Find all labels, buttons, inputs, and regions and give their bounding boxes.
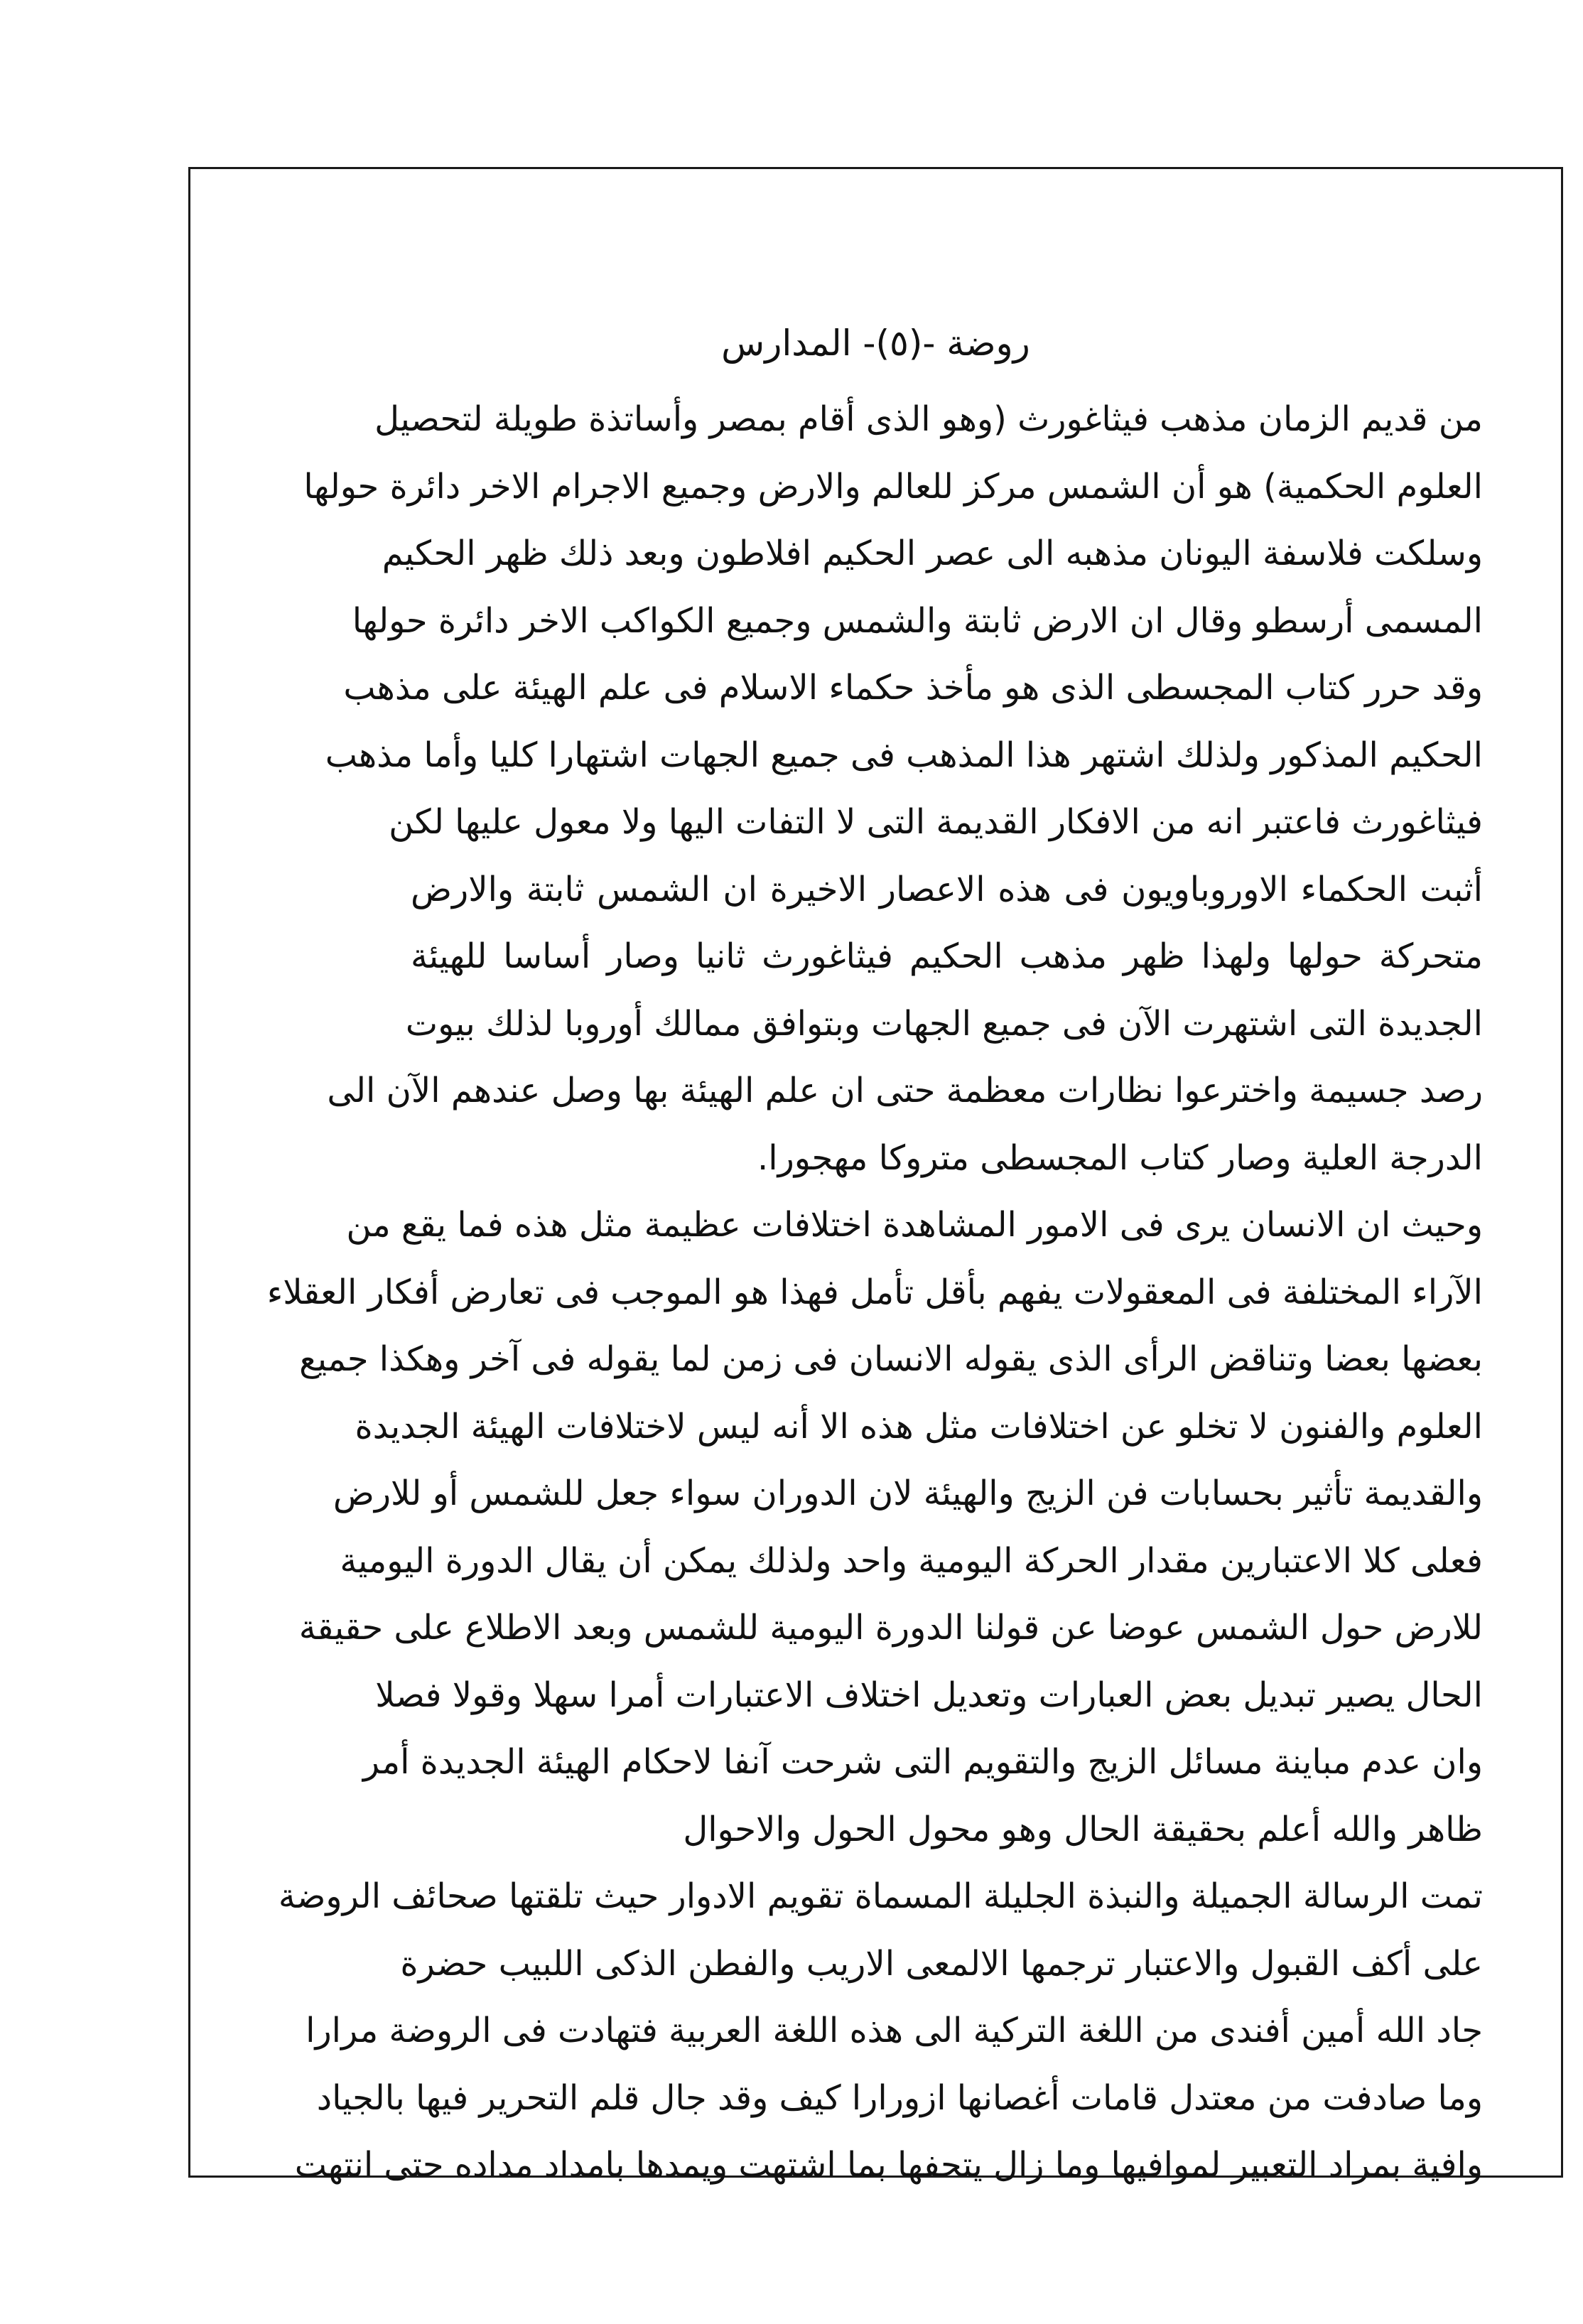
text-line: بعضها بعضا وتناقض الرأى الذى يقوله الانسان فى زمن لما يقوله فى آخر وهكذا جميع bbox=[299, 1339, 1483, 1379]
text-line: رصد جسيمة واخترعوا نظارات معظمة حتى ان علم الهيئة بها وصل عندهم الآن الى bbox=[327, 1071, 1483, 1110]
text-line: فعلى كلا الاعتبارين مقدار الحركة اليومية واحد ولذلك يمكن أن يقال الدورة اليومية bbox=[340, 1540, 1483, 1581]
text-line: الحال يصير تبديل بعض العبارات وتعديل اختلاف الاعتبارات أمرا سهلا وقولا فصلا bbox=[375, 1675, 1483, 1715]
text-line: متحركة حولها ولهذا ظهر مذهب الحكيم فيثاغورث ثانيا وصار أساسا للهيئة bbox=[411, 936, 1483, 976]
text-line: الحكيم المذكور ولذلك اشتهر هذا المذهب فى جميع الجهات اشتهارا كليا وأما مذهب bbox=[325, 735, 1483, 775]
text-line: وافية بمراد التعبير لموافيها وما زال يتحفها بما اشتهت ويمدها بامداد مداده حتى انتهت bbox=[294, 2145, 1483, 2185]
text-line: العلوم الحكمية) هو أن الشمس مركز للعالم والارض وجميع الاجرام الاخر دائرة حولها bbox=[303, 466, 1483, 507]
text-line: وما صادفت من معتدل قامات أغصانها ازورارا كيف وقد جال قلم التحرير فيها بالجياد bbox=[316, 2077, 1483, 2118]
body-text bbox=[266, 386, 1483, 2199]
text-line: ظاهر والله أعلم بحقيقة الحال وهو محول الحول والاحوال bbox=[683, 1809, 1483, 1849]
text-line: العلوم والفنون لا تخلو عن اختلافات مثل هذه الا أنه ليس لاختلافات الهيئة الجديدة bbox=[355, 1406, 1483, 1447]
text-line: جاد الله أمين أفندى من اللغة التركية الى هذه اللغة العربية فتهادت فى الروضة مرارا bbox=[306, 2011, 1483, 2050]
text-line: وسلكت فلاسفة اليونان مذهبه الى عصر الحكيم افلاطون وبعد ذلك ظهر الحكيم bbox=[382, 534, 1483, 573]
text-line: وقد حرر كتاب المجسطى الذى هو مأخذ حكماء الاسلام فى علم الهيئة على مذهب bbox=[343, 668, 1483, 708]
running-head: روضة -(٥)- المدارس bbox=[721, 323, 1030, 364]
text-line: تمت الرسالة الجميلة والنبذة الجليلة المسماة تقويم الادوار حيث تلقتها صحائف الروضة bbox=[278, 1876, 1483, 1916]
page-frame bbox=[188, 167, 1563, 2185]
text-line: المسمى أرسطو وقال ان الارض ثابتة والشمس وجميع الكواكب الاخر دائرة حولها bbox=[352, 600, 1483, 641]
text-line: وان عدم مباينة مسائل الزيج والتقويم التى شرحت آنفا لاحكام الهيئة الجديدة أمر bbox=[362, 1742, 1483, 1782]
text-line: أثبت الحكماء الاوروباويون فى هذه الاعصار الاخيرة ان الشمس ثابتة والارض bbox=[411, 869, 1483, 909]
text-line: فيثاغورث فاعتبر انه من الافكار القديمة التى لا التفات اليها ولا معول عليها لكن bbox=[389, 802, 1483, 842]
text-line: وحيث ان الانسان يرى فى الامور المشاهدة اختلافات عظيمة مثل هذه فما يقع من bbox=[346, 1205, 1483, 1245]
text-line: الجديدة التى اشتهرت الآن فى جميع الجهات وبتوافق ممالك أوروبا لذلك بيوت bbox=[405, 1003, 1483, 1044]
text-line: من قديم الزمان مذهب فيثاغورث (وهو الذى أقام بمصر وأساتذة طويلة لتحصيل bbox=[374, 399, 1483, 439]
text-line: للارض حول الشمس عوضا عن قولنا الدورة اليومية للشمس وبعد الاطلاع على حقيقة bbox=[298, 1608, 1483, 1648]
text-line: والقديمة تأثير بحسابات فن الزيج والهيئة لان الدوران سواء جعل للشمس أو للارض bbox=[333, 1474, 1483, 1513]
text-line: على أكف القبول والاعتبار ترجمها الالمعى الاريب والفطن الذكى اللبيب حضرة bbox=[400, 1943, 1483, 1984]
text-line: الدرجة العلية وصار كتاب المجسطى متروكا مهجورا. bbox=[757, 1137, 1483, 1178]
text-line: الآراء المختلفة فى المعقولات يفهم بأقل تأمل فهذا هو الموجب فى تعارض أفكار العقلاء bbox=[266, 1272, 1483, 1312]
